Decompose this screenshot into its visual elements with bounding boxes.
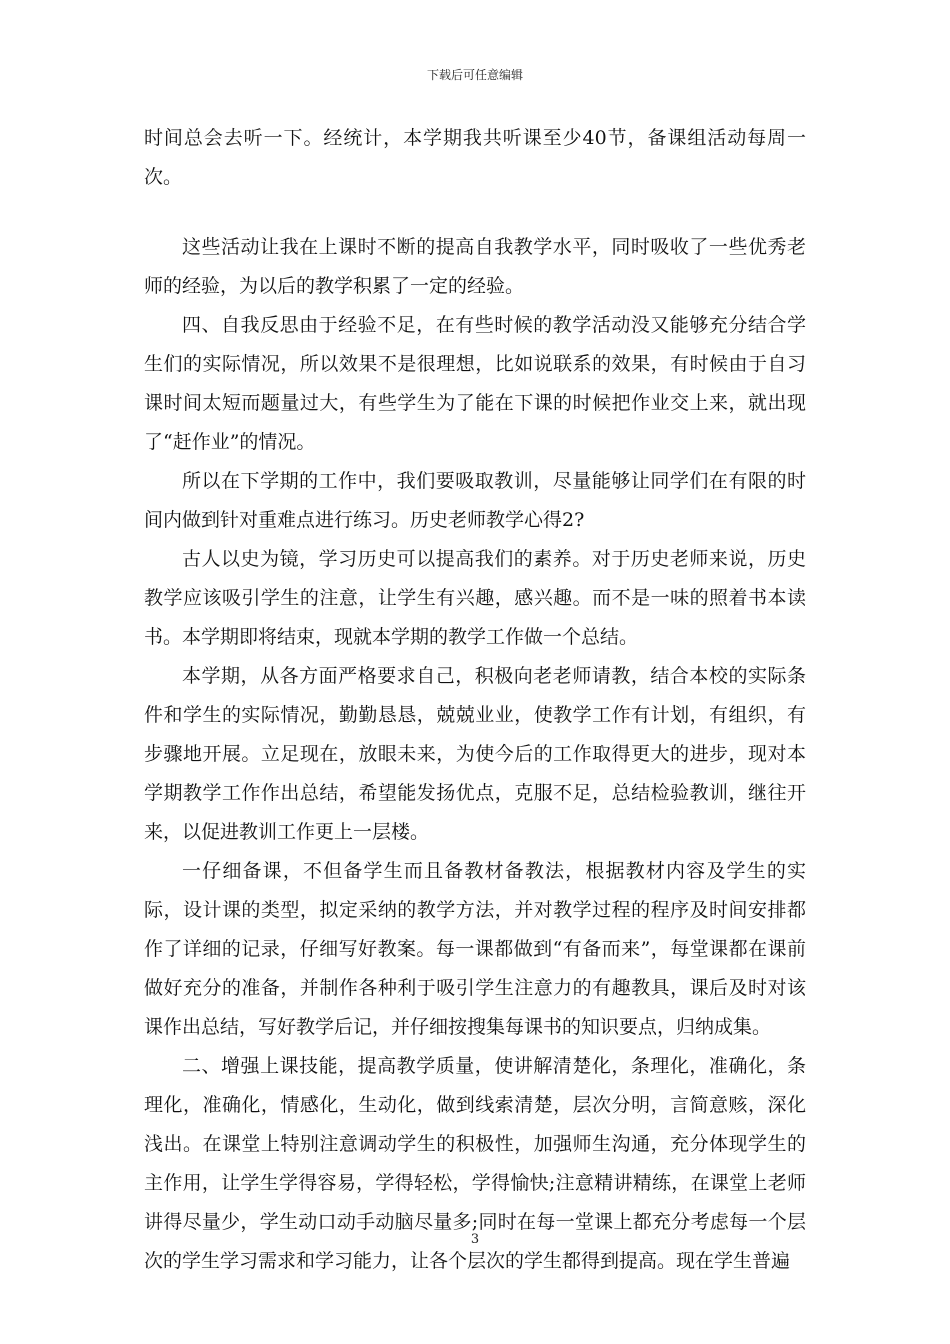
paragraph-gap: [144, 197, 806, 228]
paragraph-8: 二、增强上课技能，提高教学质量，使讲解清楚化，条理化，准确化，条理化，准确化，情感化，生动化，做到线索清楚，层次分明，言简意赅，深化浅出。在课堂上特别注意调动学生的积极性，加强师生沟通，充分体现学生的主作用，让学生学得容易，学得轻松，学得愉快;注意精讲精练，在课堂上老师讲得尽量少，学生动口动手动脑尽量多;同时在每一堂课上都充分考虑每一个层次的学生学习需求和学习能力，让各个层次的学生都得到提高。现在学生普遍: [144, 1055, 806, 1272]
paragraph-5: 古人以史为镜，学习历史可以提高我们的素养。对于历史老师来说，历史教学应该吸引学生的注意，让学生有兴趣，感兴趣。而不是一味的照着书本读书。本学期即将结束，现就本学期的教学工作做一个总结。: [144, 548, 806, 648]
paragraph-2: 这些活动让我在上课时不断的提高自我教学水平，同时吸收了一些优秀老师的经验，为以后的教学积累了一定的经验。: [144, 236, 806, 297]
page-header: 下载后可任意编辑: [426, 68, 523, 82]
paragraph-7: 一仔细备课，不但备学生而且备教材备教法，根据教材内容及学生的实际，设计课的类型，拟定采纳的教学方法，并对教学过程的程序及时间安排都作了详细的记录，仔细写好教案。每一课都做到“有备而来”，每堂课都在课前做好充分的准备，并制作各种利于吸引学生注意力的有趣教具，课后及时对该课作出总结，写好教学后记，并仔细按搜集每课书的知识要点，归纳成集。: [144, 860, 806, 1038]
paragraph-4: 所以在下学期的工作中，我们要吸取教训，尽量能够让同学们在有限的时间内做到针对重难点进行练习。历史老师教学心得2?: [144, 470, 806, 531]
document-body: [144, 119, 806, 1281]
paragraph-6: 本学期，从各方面严格要求自己，积极向老老师请教，结合本校的实际条件和学生的实际情况，勤勤恳恳，兢兢业业，使教学工作有计划，有组织，有步骤地开展。立足现在，放眼未来，为使今后的工作取得更大的进步，现对本学期教学工作作出总结，希望能发扬优点，克服不足，总结检验教训，继往开来，以促进教训工作更上一层楼。: [144, 665, 806, 843]
paragraph-3: 四、自我反思由于经验不足，在有些时候的教学活动没又能够充分结合学生们的实际情况，所以效果不是很理想，比如说联系的效果，有时候由于自习课时间太短而题量过大，有些学生为了能在下课的时候把作业交上来，就出现了“赶作业”的情况。: [144, 314, 806, 453]
page-number: 3: [470, 1232, 480, 1247]
paragraph-1: 时间总会去听一下。经统计，本学期我共听课至少40节，备课组活动每周一次。: [144, 127, 806, 188]
